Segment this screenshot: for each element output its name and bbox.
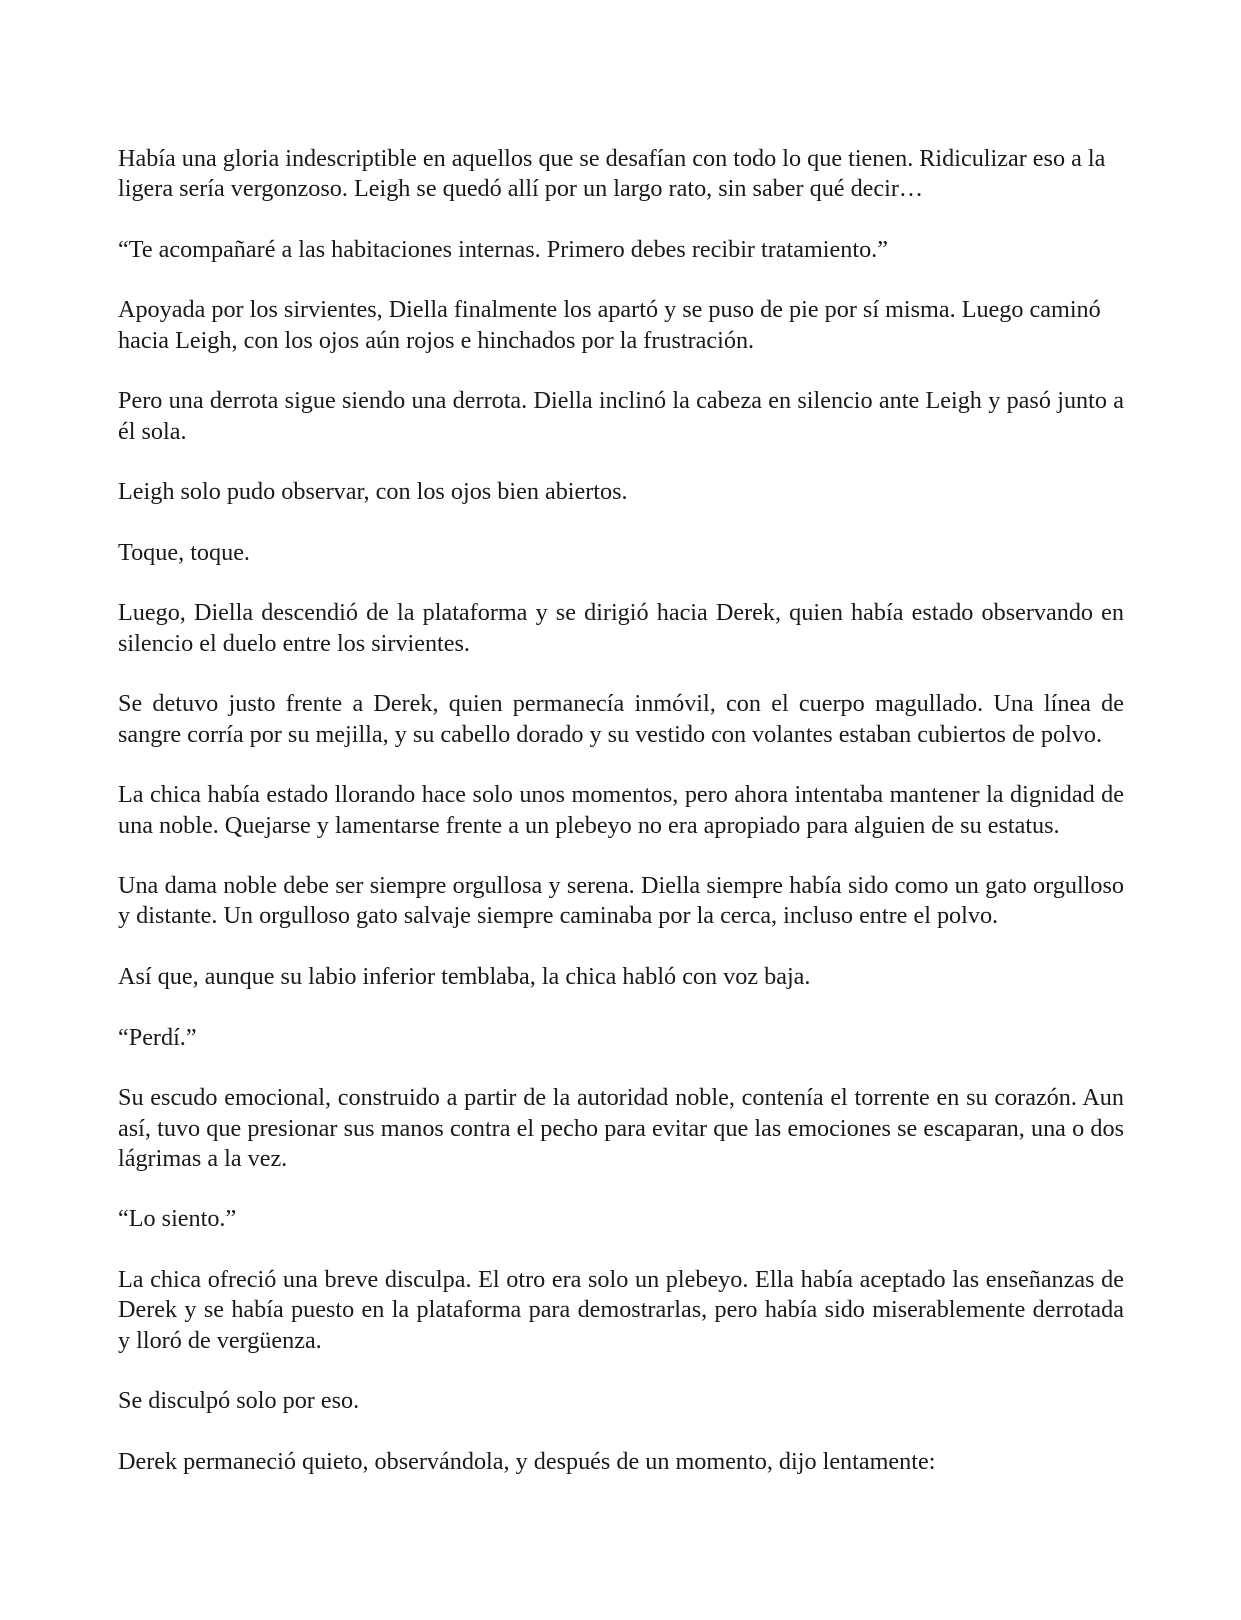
paragraph: Así que, aunque su labio inferior temblaba, la chica habló con voz baja. (118, 963, 811, 991)
paragraph: Derek permaneció quieto, observándola, y después de un momento, dijo lentamente: (118, 1447, 936, 1475)
document-page (118, 144, 1124, 1507)
paragraph: Una dama noble debe ser siempre orgullosa y serena. Diella siempre había sido como un gato orgulloso y distante. Un orgulloso gato salvaje siempre caminaba por la cerca, incluso entre el polvo. (118, 872, 1124, 930)
paragraph: La chica había estado llorando hace solo unos momentos, pero ahora intentaba mantener la dignidad de una noble. Quejarse y lamentarse frente a un plebeyo no era apropiado para alguien de su estatus. (118, 781, 1124, 839)
paragraph: La chica ofreció una breve disculpa. El otro era solo un plebeyo. Ella había aceptado las enseñanzas de Derek y se había puesto en la plataforma para demostrarlas, pero había sido miserablemente derrotada y lloró de vergüenza. (118, 1265, 1124, 1354)
paragraph: Apoyada por los sirvientes, Diella finalmente los apartó y se puso de pie por sí misma. Luego caminó hacia Leigh, con los ojos aún rojos e hinchados por la frustración. (118, 296, 1101, 354)
paragraph: Luego, Diella descendió de la plataforma y se dirigió hacia Derek, quien había estado observando en silencio el duelo entre los sirvientes. (118, 599, 1124, 657)
paragraph: “Perdí.” (118, 1023, 197, 1051)
paragraph: Se detuvo justo frente a Derek, quien permanecía inmóvil, con el cuerpo magullado. Una línea de sangre corría por su mejilla, y su cabello dorado y su vestido con volantes estaban cubiertos de polvo. (118, 690, 1124, 748)
paragraph: Toque, toque. (118, 538, 250, 566)
paragraph: “Lo siento.” (118, 1205, 237, 1233)
paragraph: Pero una derrota sigue siendo una derrota. Diella inclinó la cabeza en silencio ante Leigh y pasó junto a él sola. (118, 387, 1124, 445)
paragraph: Había una gloria indescriptible en aquellos que se desafían con todo lo que tienen. Ridiculizar eso a la ligera sería vergonzoso. Leigh se quedó allí por un largo rato, sin saber qué decir… (118, 145, 1106, 203)
paragraph: Leigh solo pudo observar, con los ojos bien abiertos. (118, 478, 628, 506)
paragraph: Se disculpó solo por eso. (118, 1387, 360, 1415)
paragraph: “Te acompañaré a las habitaciones internas. Primero debes recibir tratamiento.” (118, 235, 888, 263)
paragraph: Su escudo emocional, construido a partir de la autoridad noble, contenía el torrente en su corazón. Aun así, tuvo que presionar sus manos contra el pecho para evitar que las emociones se escaparan, una o dos lágrimas a la vez. (118, 1084, 1124, 1172)
